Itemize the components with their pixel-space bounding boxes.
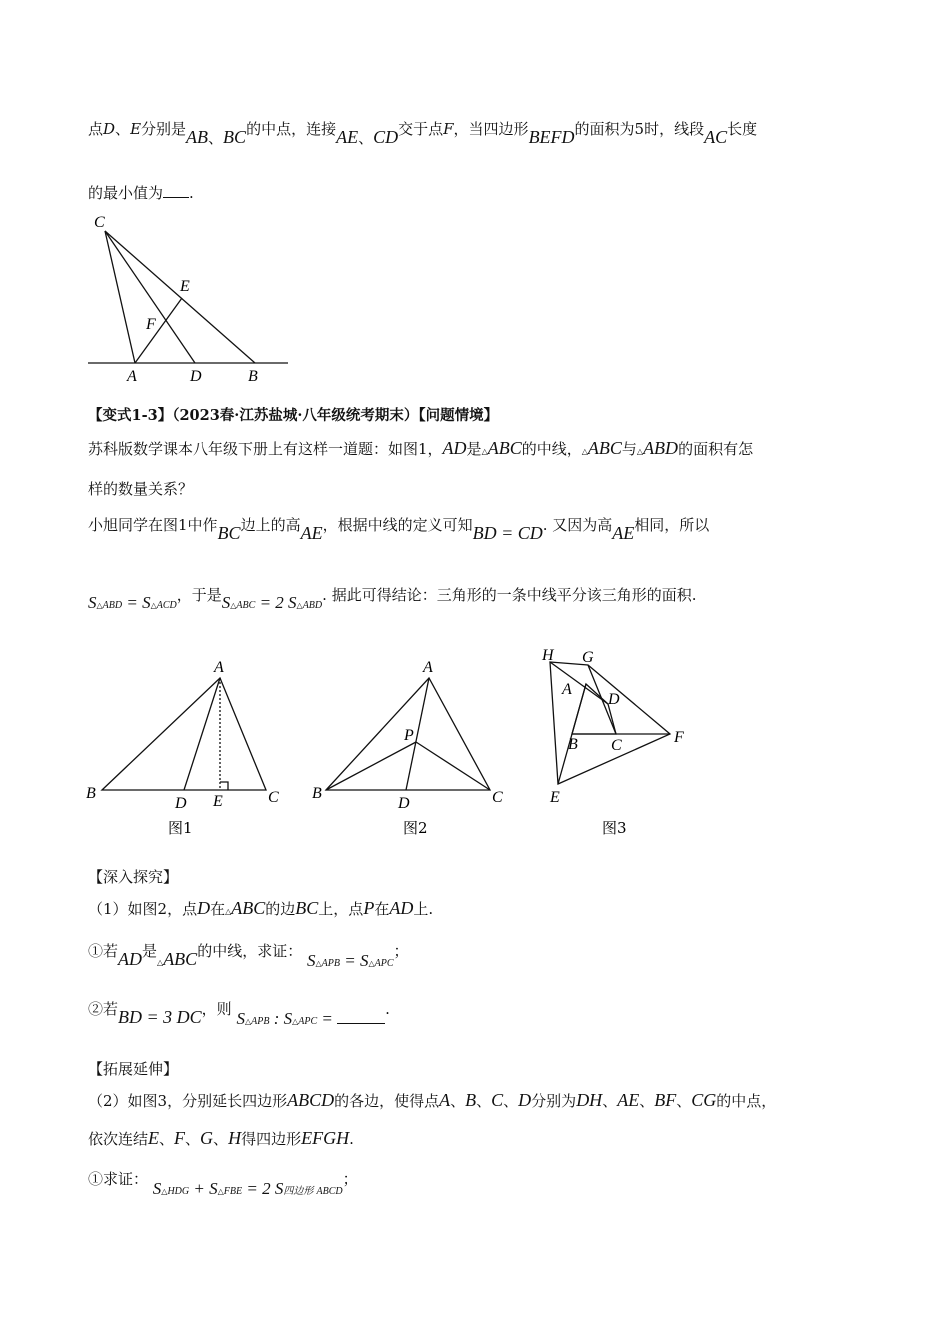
text: ，则 xyxy=(201,1000,232,1018)
text: 上，点 xyxy=(318,900,364,918)
text: ①若 xyxy=(88,942,119,960)
problem-text-line-1 xyxy=(88,118,758,147)
triangle-symbol: △ xyxy=(230,601,237,610)
sub-apb: APB xyxy=(321,958,340,969)
caption-fig3: 图3 xyxy=(602,819,627,837)
triangle-abc: ABC xyxy=(587,438,622,458)
point-h: H xyxy=(228,1128,242,1148)
text: 、 xyxy=(503,1092,519,1110)
text: 在 xyxy=(210,900,226,918)
point-f: F xyxy=(174,1128,186,1148)
problem-text-line-2 xyxy=(88,182,194,203)
label-h: H xyxy=(542,648,554,664)
segment-cb xyxy=(105,231,255,363)
label-c: C xyxy=(268,789,279,806)
text: 边上的高 xyxy=(240,516,301,534)
label-b: B xyxy=(312,785,322,802)
text: 得四边形 xyxy=(241,1130,302,1148)
segment-ae: AE xyxy=(612,523,635,543)
label-p: P xyxy=(404,727,414,744)
figures-1-3 xyxy=(80,648,700,843)
text: 、 xyxy=(450,1092,466,1110)
sub-abd: ABD xyxy=(302,600,323,611)
text: 苏科版数学课本八年级下册上有这样一道题：如图1， xyxy=(88,440,443,458)
text: . xyxy=(385,1000,390,1018)
label-a: A xyxy=(214,659,224,676)
text: 是 xyxy=(466,440,482,458)
text: 、 xyxy=(358,129,374,147)
point-d: D xyxy=(197,898,211,918)
right-angle-mark xyxy=(220,782,228,790)
text: 、 xyxy=(639,1092,655,1110)
label-c: C xyxy=(492,789,503,806)
segment-dh: DH xyxy=(576,1090,603,1110)
deep-q1 xyxy=(88,898,433,919)
area-symbol: S xyxy=(288,593,297,612)
equals-two: = 2 xyxy=(255,593,289,612)
triangle-symbol: △ xyxy=(481,447,488,456)
triangle-symbol: △ xyxy=(150,601,157,610)
sub-fbe: FBE xyxy=(223,1186,243,1197)
point-c: C xyxy=(491,1090,504,1110)
segment-ac: AC xyxy=(704,127,728,147)
quad-abcd: ABCD xyxy=(287,1090,335,1110)
point-d: D xyxy=(103,120,116,138)
triangle-symbol: △ xyxy=(296,601,303,610)
segment-ad: AD xyxy=(118,949,143,969)
area-symbol: S xyxy=(283,1009,293,1028)
triangle-symbol: △ xyxy=(161,1187,168,1196)
area-symbol: S xyxy=(359,951,369,970)
text: 、 xyxy=(185,1130,201,1148)
text: 的中线， xyxy=(521,440,582,458)
text: 的最小值为 xyxy=(88,184,164,202)
sub-hdg: HDG xyxy=(167,1186,190,1197)
text: 小旭同学在图1中作 xyxy=(88,516,218,534)
text: . 据此可得结论：三角形的一条中线平分该三角形的面积. xyxy=(322,586,697,604)
segment-cg: CG xyxy=(691,1090,717,1110)
equation-bd-3dc: BD = 3 DC xyxy=(118,1007,202,1027)
label-e: E xyxy=(180,278,190,295)
segment-hd xyxy=(550,662,608,704)
text: 长度 xyxy=(727,120,758,138)
sub-apc: APC xyxy=(298,1016,318,1027)
answer-blank[interactable] xyxy=(163,183,189,198)
label-b: B xyxy=(568,736,578,753)
label-c: C xyxy=(611,737,622,754)
text: 与 xyxy=(621,440,637,458)
text: ①求证： xyxy=(88,1170,149,1188)
quad-efgh: EFGH xyxy=(301,1128,350,1148)
text: 交于点 xyxy=(398,120,444,138)
caption-fig2: 图2 xyxy=(403,819,428,837)
triangle-abc-fig1 xyxy=(102,678,266,790)
text: 、 xyxy=(115,120,131,138)
segment-ae: AE xyxy=(300,523,323,543)
text: 的各边，使得点 xyxy=(334,1092,440,1110)
text: . 又因为高 xyxy=(542,516,613,534)
point-d: D xyxy=(518,1090,532,1110)
text: 、 xyxy=(602,1092,618,1110)
segment-bc: BC xyxy=(223,127,247,147)
text: （1）如图2，点 xyxy=(88,900,198,918)
segment-ca xyxy=(105,231,135,363)
text: 的面积有怎 xyxy=(678,440,754,458)
figure-triangle-fef xyxy=(80,205,300,385)
text: 的中点， xyxy=(716,1092,777,1110)
triangle-abc: ABC xyxy=(231,898,266,918)
label-b: B xyxy=(248,368,258,385)
segment-bf: BF xyxy=(654,1090,677,1110)
deep-c2 xyxy=(88,998,390,1028)
segment-cd: CD xyxy=(373,127,399,147)
intro-line-2: 样的数量关系？ xyxy=(88,480,194,498)
area-symbol: S xyxy=(236,1009,245,1028)
label-f: F xyxy=(146,316,156,333)
segment-bc: BC xyxy=(217,523,241,543)
area-symbol: S xyxy=(274,1179,284,1198)
point-b: B xyxy=(465,1090,477,1110)
label-a: A xyxy=(127,368,137,385)
triangle-symbol: △ xyxy=(217,1187,224,1196)
segment-bp xyxy=(326,742,416,790)
label-g: G xyxy=(582,649,594,666)
extend-line-2 xyxy=(88,1128,354,1149)
text: 的中线，求证： xyxy=(197,942,303,960)
text: 的中点，连接 xyxy=(246,120,337,138)
triangle-symbol: △ xyxy=(636,447,644,456)
segment-ab: AB xyxy=(186,127,209,147)
sub-apc: APC xyxy=(374,958,394,969)
segment-ad: AD xyxy=(442,438,467,458)
segment-bc: BC xyxy=(295,898,319,918)
text: 点 xyxy=(88,120,104,138)
ratio-colon: : xyxy=(269,1009,284,1028)
label-e: E xyxy=(213,793,223,810)
label-c: C xyxy=(94,214,105,231)
text: 的边 xyxy=(265,900,296,918)
text: 依次连结 xyxy=(88,1130,149,1148)
text: 、 xyxy=(676,1092,692,1110)
text: （2）如图3，分别延长四边形 xyxy=(88,1092,288,1110)
equation-bd-cd: BD = CD xyxy=(472,523,543,543)
text: 上. xyxy=(413,900,434,918)
extend-proof-1 xyxy=(88,1168,358,1198)
area-symbol: S xyxy=(221,593,231,612)
triangle-symbol: △ xyxy=(157,958,164,967)
intro-line-3 xyxy=(88,514,710,543)
triangle-symbol: △ xyxy=(315,959,322,968)
area-symbol: S xyxy=(306,951,316,970)
label-d: D xyxy=(175,795,187,812)
text: 、 xyxy=(213,1130,229,1148)
intro-line-4 xyxy=(88,586,697,613)
text: 、 xyxy=(208,129,224,147)
deep-c1 xyxy=(88,940,409,970)
answer-blank[interactable] xyxy=(337,1013,385,1024)
equals-two: = 2 xyxy=(242,1179,275,1198)
figure-1 xyxy=(102,678,266,790)
sub-abd: ABD xyxy=(102,600,123,611)
text: 分别是 xyxy=(141,120,187,138)
sub-abc: ABC xyxy=(236,600,256,611)
extend-title: 【拓展延伸】 xyxy=(88,1060,179,1078)
triangle-abd: ABD xyxy=(643,438,679,458)
point-e: E xyxy=(130,120,142,138)
caption-fig1: 图1 xyxy=(168,819,193,837)
area-symbol: S xyxy=(142,593,151,612)
sub-quad-label: 四边形 xyxy=(283,1186,317,1197)
sub-acd: ACD xyxy=(156,600,177,611)
label-f: F xyxy=(674,729,684,746)
label-a: A xyxy=(423,659,433,676)
text: 分别为 xyxy=(531,1092,577,1110)
deep-title: 【深入探究】 xyxy=(88,868,179,886)
equals: = xyxy=(122,593,143,612)
label-d: D xyxy=(608,691,620,708)
text: 的面积为5时，线段 xyxy=(574,120,705,138)
area-symbol: S xyxy=(152,1179,162,1198)
area-symbol: S xyxy=(209,1179,218,1198)
text: ； xyxy=(342,1170,358,1188)
triangle-symbol: △ xyxy=(244,1017,252,1026)
variant-title: 【变式1-3】（2023春·江苏盐城·八年级统考期末）【问题情境】 xyxy=(88,407,499,424)
segment-ad: AD xyxy=(389,898,414,918)
segment-ae: AE xyxy=(617,1090,640,1110)
sub-abcd: ABCD xyxy=(316,1186,343,1197)
label-a: A xyxy=(562,681,572,698)
point-a: A xyxy=(439,1090,451,1110)
triangle-symbol: △ xyxy=(96,601,103,610)
triangle-abc: ABC xyxy=(163,949,198,969)
text: ，当四边形 xyxy=(453,120,529,138)
triangle-symbol: △ xyxy=(368,959,375,968)
text: . xyxy=(189,184,194,202)
point-e: E xyxy=(148,1128,160,1148)
text: 、 xyxy=(159,1130,175,1148)
text: ； xyxy=(393,942,409,960)
sub-apb: APB xyxy=(251,1016,270,1027)
triangle-symbol: △ xyxy=(581,447,588,456)
text: 相同，所以 xyxy=(634,516,710,534)
point-p: P xyxy=(363,898,375,918)
point-g: G xyxy=(200,1128,214,1148)
label-d: D xyxy=(190,368,202,385)
triangle-symbol: △ xyxy=(225,907,232,916)
area-symbol: S xyxy=(88,593,97,612)
point-f: F xyxy=(443,120,454,138)
label-b: B xyxy=(86,785,96,802)
text: . xyxy=(349,1130,354,1148)
text: ，于是 xyxy=(176,586,222,604)
triangle-abc: ABC xyxy=(487,438,522,458)
text: 、 xyxy=(476,1092,492,1110)
equals: = xyxy=(339,951,360,970)
intro-line-1 xyxy=(88,438,753,459)
label-e: E xyxy=(550,789,560,806)
label-d: D xyxy=(398,795,410,812)
triangle-symbol: △ xyxy=(292,1017,299,1026)
text: ，根据中线的定义可知 xyxy=(322,516,473,534)
text: 在 xyxy=(374,900,390,918)
extend-q2 xyxy=(88,1090,776,1111)
plus: + xyxy=(189,1179,210,1198)
text: 是 xyxy=(142,942,158,960)
segment-ae-fig xyxy=(135,298,182,363)
equals: = xyxy=(317,1009,338,1028)
text: ②若 xyxy=(88,1000,119,1018)
segment-ae: AE xyxy=(336,127,359,147)
segment-pc xyxy=(416,742,490,790)
quad-befd: BEFD xyxy=(528,127,575,147)
